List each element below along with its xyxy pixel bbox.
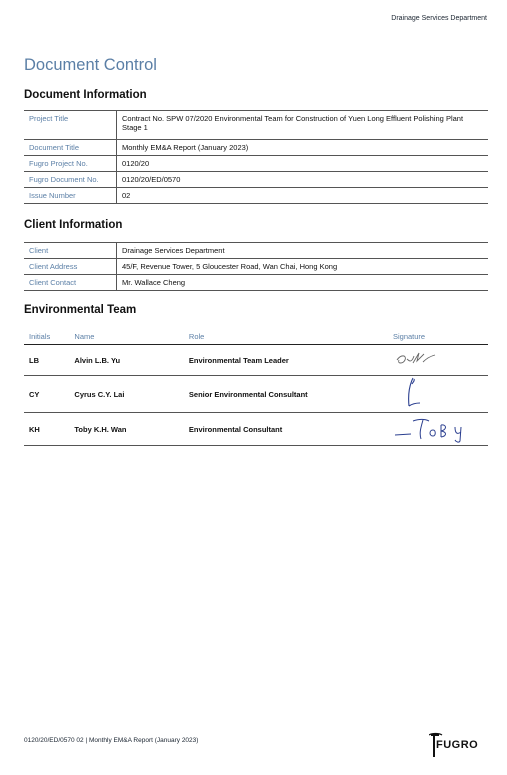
fugro-logo: [429, 731, 487, 759]
footer-separator: |: [85, 737, 88, 744]
row-label: Client: [24, 243, 117, 259]
row-label: Client Address: [24, 259, 117, 275]
table-row: [24, 172, 488, 188]
row-label: Document Title: [24, 140, 117, 156]
row-value: 0120/20/ED/0570: [117, 172, 489, 188]
header-department: Drainage Services Department: [391, 15, 487, 22]
signature-cell: [388, 376, 488, 413]
footer-reference: [24, 737, 198, 744]
environmental-team-heading: Environmental Team: [24, 304, 137, 316]
row-value: 45/F, Revenue Tower, 5 Gloucester Road, Wan Chai, Hong Kong: [117, 259, 489, 275]
initials-cell: CY: [24, 376, 69, 413]
column-header-name: Name: [69, 328, 184, 345]
row-value: 02: [117, 188, 489, 204]
row-label: Issue Number: [24, 188, 117, 204]
page-title: Document Control: [24, 56, 157, 74]
table-row: [24, 156, 488, 172]
client-information-table: [24, 242, 488, 291]
table-row: [24, 345, 488, 376]
footer-report-title: Monthly EM&A Report (January 2023): [88, 737, 199, 744]
row-label: Project Title: [24, 111, 117, 140]
row-label: Fugro Document No.: [24, 172, 117, 188]
column-header-signature: Signature: [388, 328, 488, 345]
role-cell: Senior Environmental Consultant: [184, 376, 388, 413]
name-cell: Alvin L.B. Yu: [69, 345, 184, 376]
table-row: [24, 275, 488, 291]
row-value: Contract No. SPW 07/2020 Environmental Team for Construction of Yuen Long Effluent Polishing Plant Stage 1: [117, 111, 489, 140]
row-value: Drainage Services Department: [117, 243, 489, 259]
table-row: [24, 188, 488, 204]
table-row: [24, 111, 488, 140]
name-cell: Cyrus C.Y. Lai: [69, 376, 184, 413]
signature-image: [393, 376, 433, 410]
table-row: [24, 243, 488, 259]
signature-image: [393, 413, 483, 443]
document-information-table: [24, 110, 488, 204]
role-cell: Environmental Team Leader: [184, 345, 388, 376]
table-row: [24, 413, 488, 446]
row-value: Mr. Wallace Cheng: [117, 275, 489, 291]
signature-cell: [388, 413, 488, 446]
footer-doc-ref: 0120/20/ED/0570 02: [24, 737, 84, 744]
initials-cell: LB: [24, 345, 69, 376]
table-row: [24, 140, 488, 156]
table-row: [24, 259, 488, 275]
table-header-row: [24, 328, 488, 345]
name-cell: Toby K.H. Wan: [69, 413, 184, 446]
column-header-role: Role: [184, 328, 388, 345]
column-header-initials: Initials: [24, 328, 69, 345]
table-row: [24, 376, 488, 413]
document-information-heading: Document Information: [24, 89, 147, 101]
signature-image: [393, 346, 453, 372]
row-value: Monthly EM&A Report (January 2023): [117, 140, 489, 156]
row-value: 0120/20: [117, 156, 489, 172]
initials-cell: KH: [24, 413, 69, 446]
svg-text:FUGRO: FUGRO: [436, 739, 479, 751]
row-label: Fugro Project No.: [24, 156, 117, 172]
environmental-team-table: [24, 328, 488, 446]
row-label: Client Contact: [24, 275, 117, 291]
role-cell: Environmental Consultant: [184, 413, 388, 446]
signature-cell: [388, 345, 488, 376]
client-information-heading: Client Information: [24, 219, 123, 231]
